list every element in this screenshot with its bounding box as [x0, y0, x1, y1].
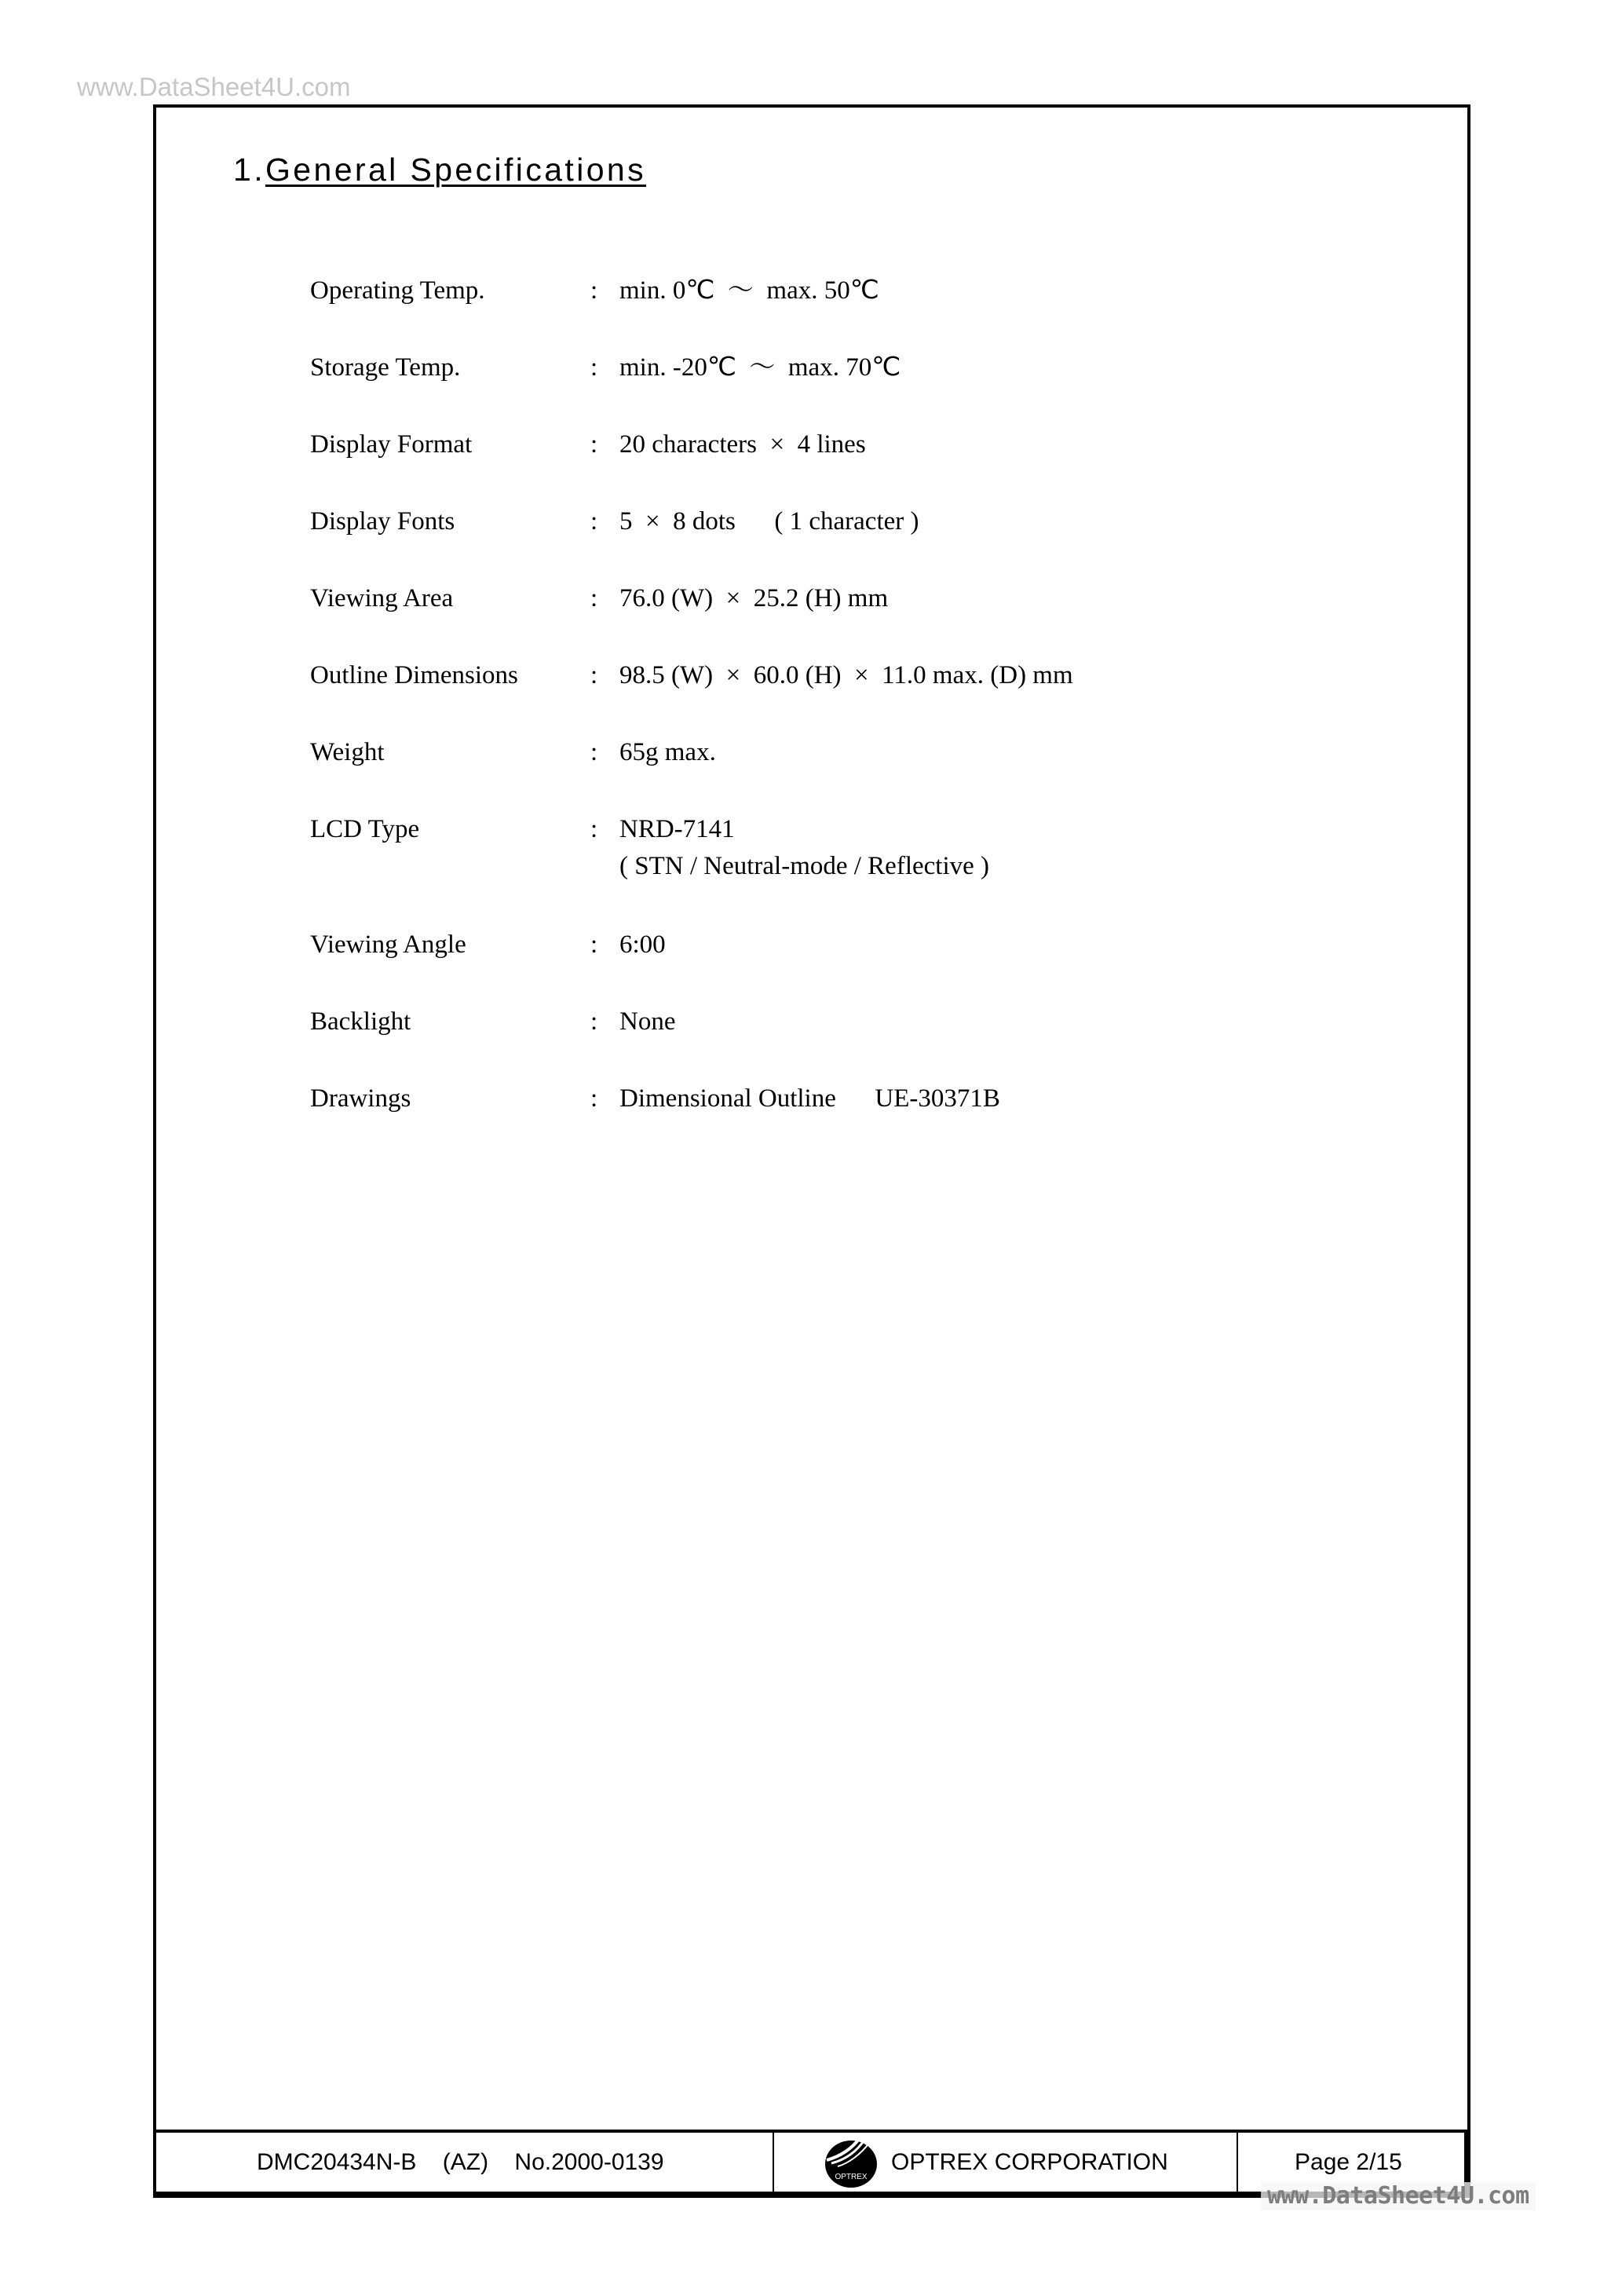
section-title: General Specifications [265, 152, 647, 188]
spec-value: 6:00 [619, 930, 666, 959]
spec-colon: : [590, 738, 598, 766]
spec-row-drawings [0, 1083, 1622, 1153]
footer-divider [773, 2133, 774, 2192]
footer-divider [1237, 2133, 1238, 2192]
spec-colon: : [590, 584, 598, 612]
footer-document-id: DMC20434N-B (AZ) No.2000-0139 [257, 2148, 664, 2175]
spec-row-backlight [0, 1006, 1622, 1077]
spec-value: 20 characters × 4 lines [619, 430, 866, 459]
logo-text: OPTREX [835, 2173, 868, 2181]
spec-row-storage-temp [0, 352, 1622, 422]
spec-colon: : [590, 1007, 598, 1036]
watermark-top: www.DataSheet4U.com [77, 72, 351, 101]
spec-value: min. 0℃ ～ max. 50℃ [619, 276, 879, 305]
spec-colon: : [590, 1084, 598, 1113]
spec-label: Operating Temp. [310, 276, 485, 305]
spec-label: Backlight [310, 1007, 411, 1036]
spec-row-outline-dimensions [0, 660, 1622, 730]
section-heading [233, 150, 646, 189]
spec-label: Viewing Area [310, 584, 454, 612]
spec-label: Drawings [310, 1084, 411, 1113]
spec-colon: : [590, 353, 598, 382]
spec-value: NRD-7141 [619, 815, 735, 843]
spec-colon: : [590, 661, 598, 689]
spec-row-display-fonts [0, 506, 1622, 576]
spec-value-detail: ( STN / Neutral-mode / Reflective ) [619, 852, 990, 880]
spec-row-viewing-angle [0, 929, 1622, 1000]
spec-colon: : [590, 930, 598, 959]
spec-colon: : [590, 815, 598, 843]
spec-row-lcd-type [0, 813, 1622, 884]
spec-label: Outline Dimensions [310, 661, 518, 689]
section-number: 1. [233, 152, 265, 188]
spec-value: None [619, 1007, 676, 1036]
footer-company: OPTREX CORPORATION [891, 2148, 1168, 2175]
spec-value: 5 × 8 dots ( 1 character ) [619, 507, 919, 536]
spec-row-weight [0, 737, 1622, 807]
spec-colon: : [590, 507, 598, 536]
spec-value: 65g max. [619, 738, 716, 766]
spec-label: LCD Type [310, 815, 420, 843]
spec-value: 98.5 (W) × 60.0 (H) × 11.0 max. (D) mm [619, 661, 1073, 689]
spec-label: Storage Temp. [310, 353, 461, 382]
spec-row-operating-temp [0, 275, 1622, 345]
spec-value: min. -20℃ ～ max. 70℃ [619, 353, 901, 382]
footer-page-number: Page 2/15 [1295, 2148, 1402, 2175]
spec-label: Display Format [310, 430, 473, 459]
spec-row-display-format [0, 429, 1622, 499]
spec-label: Viewing Angle [310, 930, 466, 959]
spec-value: 76.0 (W) × 25.2 (H) mm [619, 584, 889, 612]
spec-value: Dimensional Outline UE-30371B [619, 1084, 1000, 1113]
spec-label: Weight [310, 738, 385, 766]
optrex-logo-icon [824, 2137, 879, 2188]
spec-label: Display Fonts [310, 507, 455, 536]
watermark-bottom: www.DataSheet4U.com [1261, 2182, 1536, 2210]
spec-colon: : [590, 430, 598, 459]
spec-row-viewing-area [0, 583, 1622, 653]
spec-colon: : [590, 276, 598, 305]
